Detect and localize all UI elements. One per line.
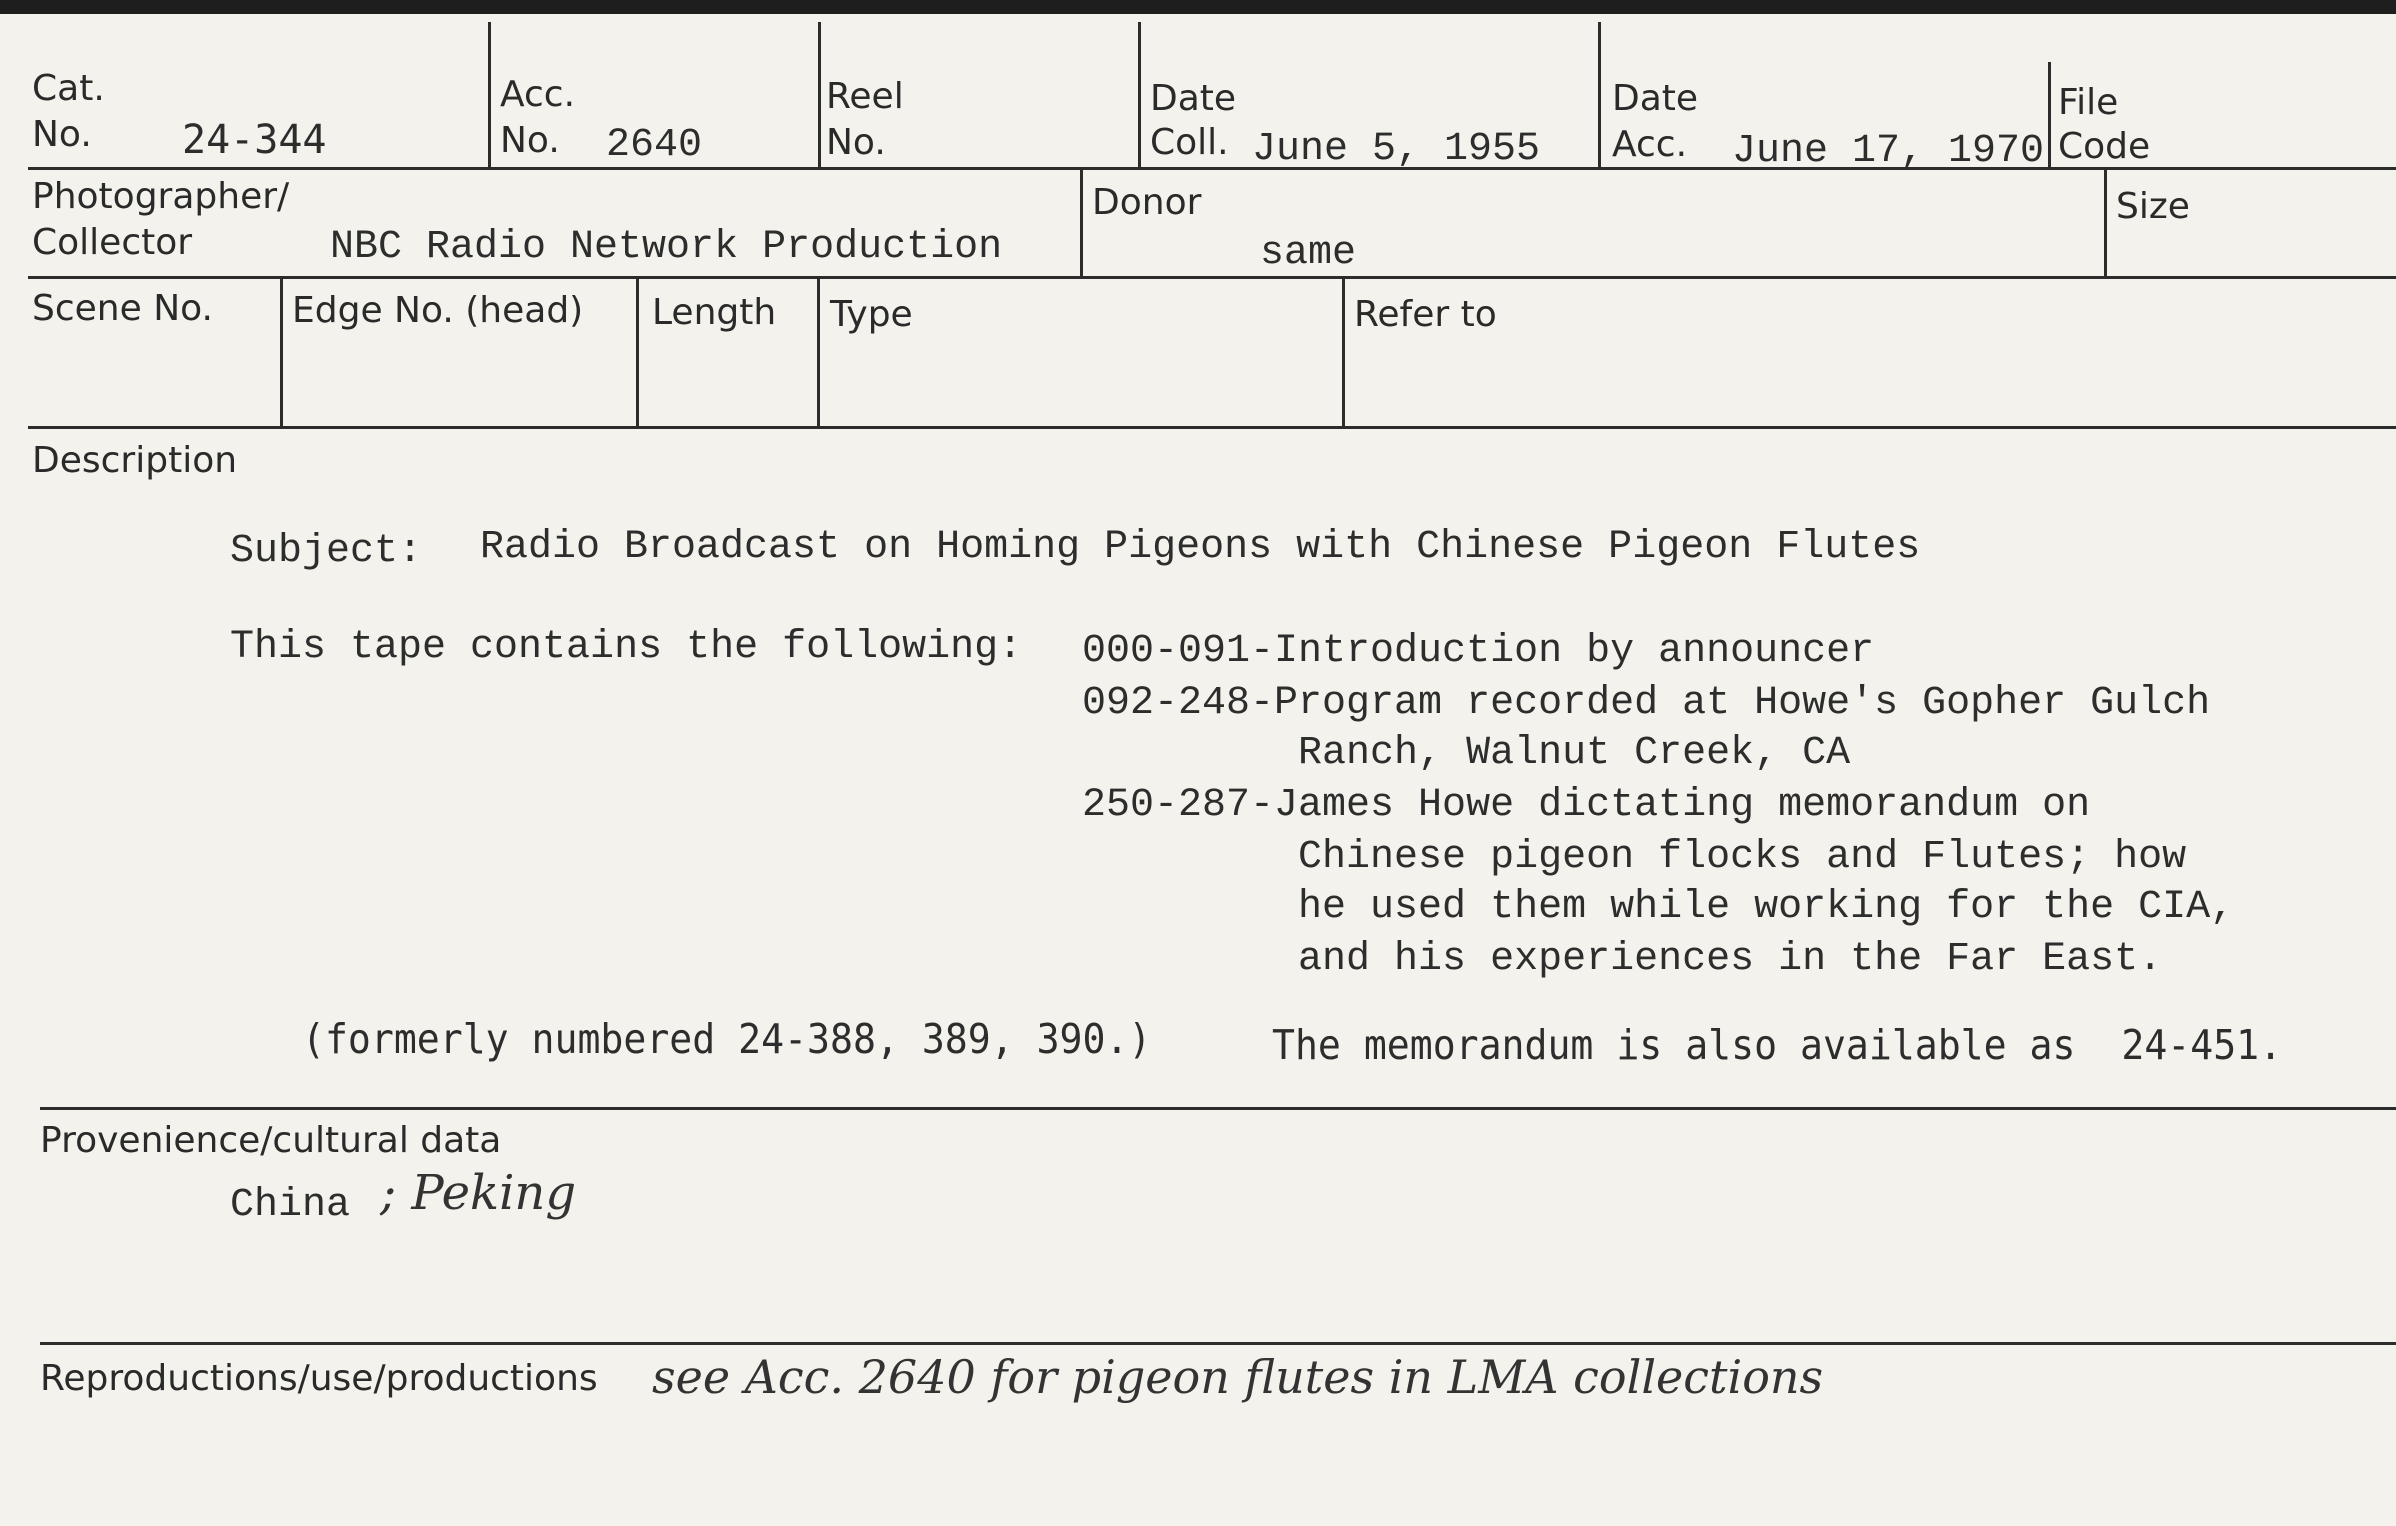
- collector-value: NBC Radio Network Production: [330, 225, 1003, 270]
- scan-top-edge: [0, 0, 2396, 14]
- cat-label-2: No.: [32, 114, 92, 155]
- contents-line-3: Ranch, Walnut Creek, CA: [1082, 731, 1851, 776]
- acc-label-2: No.: [500, 120, 560, 161]
- divider-edge-length: [636, 276, 639, 429]
- date-acc-value: June 17, 1970: [1732, 129, 2045, 174]
- contents-line-6: he used them while working for the CIA,: [1082, 885, 2235, 930]
- photographer-label-2: Collector: [32, 222, 193, 263]
- divider-scene-edge: [280, 276, 283, 429]
- reel-label-1: Reel: [826, 76, 904, 117]
- rule-description-bottom: [40, 1107, 2396, 1110]
- rule-row2-bottom: [28, 276, 2396, 279]
- contents-line-7: and his experiences in the Far East.: [1082, 937, 2163, 982]
- divider-cat-acc: [488, 22, 491, 170]
- catalog-card: [0, 14, 2396, 1526]
- memorandum-note: The memorandum is also available as 24-451.: [1272, 1021, 2283, 1069]
- divider-length-type: [817, 276, 820, 429]
- contents-line-5: Chinese pigeon flocks and Flutes; how: [1082, 835, 2187, 880]
- reproductions-label: Reproductions/use/productions: [40, 1358, 598, 1399]
- acc-label-1: Acc.: [500, 74, 576, 115]
- description-label: Description: [32, 440, 238, 481]
- date-acc-label-1: Date: [1612, 78, 1699, 119]
- contents-line-2: 092-248-Program recorded at Howe's Gopher Gulch: [1082, 681, 2211, 726]
- reproductions-handwritten-note: see Acc. 2640 for pigeon flutes in LMA collections: [652, 1350, 1824, 1404]
- divider-reel-datecoll: [1138, 22, 1141, 170]
- photographer-label-1: Photographer/: [32, 176, 290, 217]
- divider-collector-donor: [1080, 167, 1083, 279]
- donor-value: same: [1260, 231, 1357, 276]
- provenience-value: China: [230, 1183, 351, 1228]
- contents-intro: This tape contains the following:: [230, 625, 1023, 670]
- file-label-2: Code: [2058, 126, 2151, 167]
- divider-donor-size: [2104, 167, 2107, 279]
- rule-row3-bottom: [28, 426, 2396, 429]
- contents-line-1: 000-091-Introduction by announcer: [1082, 629, 1875, 674]
- date-coll-label-1: Date: [1150, 78, 1237, 119]
- provenience-label: Provenience/cultural data: [40, 1120, 502, 1161]
- contents-line-4: 250-287-James Howe dictating memorandum on: [1082, 783, 2091, 828]
- size-label: Size: [2116, 186, 2190, 227]
- reel-label-2: No.: [826, 122, 886, 163]
- provenience-handwritten-note: ; Peking: [380, 1165, 577, 1221]
- date-coll-value: June 5, 1955: [1252, 127, 1541, 172]
- type-label: Type: [830, 294, 913, 335]
- length-label: Length: [652, 292, 777, 333]
- formerly-numbered-note: (formerly numbered 24-388, 389, 390.): [302, 1015, 1152, 1063]
- cat-no-value: 24-344: [182, 117, 327, 163]
- file-label-1: File: [2058, 82, 2119, 123]
- date-acc-label-2: Acc.: [1612, 124, 1688, 165]
- refer-to-label: Refer to: [1354, 294, 1497, 335]
- date-coll-label-2: Coll.: [1150, 122, 1229, 163]
- subject-value: Radio Broadcast on Homing Pigeons with Chinese Pigeon Flutes: [480, 525, 1921, 570]
- divider-datecoll-dateacc: [1598, 22, 1601, 170]
- acc-no-value: 2640: [606, 123, 703, 168]
- rule-provenience-bottom: [40, 1342, 2396, 1345]
- divider-type-refer: [1342, 276, 1345, 429]
- edge-no-label: Edge No. (head): [292, 290, 584, 331]
- divider-dateacc-file: [2048, 62, 2051, 170]
- donor-label: Donor: [1092, 182, 1202, 223]
- scene-no-label: Scene No.: [32, 288, 213, 329]
- divider-acc-reel: [818, 22, 821, 170]
- cat-label-1: Cat.: [32, 68, 105, 109]
- subject-label: Subject:: [230, 529, 423, 574]
